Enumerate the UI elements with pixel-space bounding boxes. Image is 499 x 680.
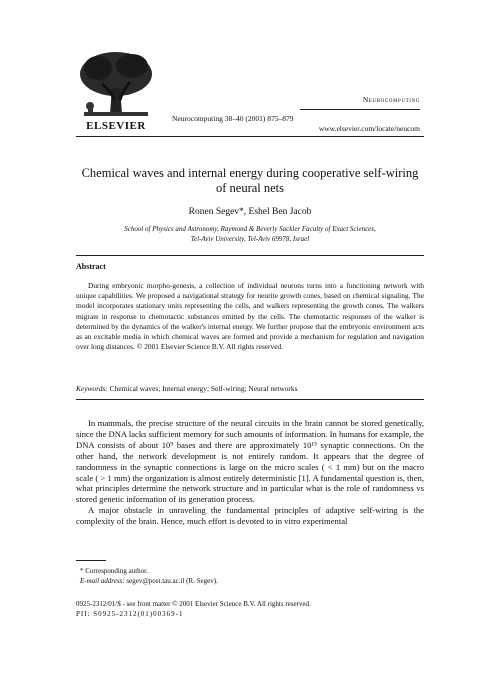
- keywords-list: Chemical waves; Internal energy; Self-wiring; Neural networks: [109, 384, 298, 393]
- body-paragraph: In mammals, the precise structure of the neural circuits in the brain cannot be stored genetically, since the DNA lacks sufficient memory for such amounts of information. In humans for example, the DNA consists of about 10⁹ bases and there are approximately 10¹⁵ synaptic connections. On the other hand, the network development is not entirely random. It appears that the degree of randomness in the synaptic connections is large on the micro scales ( < 1 mm) but on the macro scale ( > 1 mm) the organization is almost entirely deterministic [1]. A fundamental question is, then, what principles determine the network structure and in particular what is the role of randomness vs stored genetic information of its generation process.: [76, 418, 424, 505]
- divider: [300, 109, 420, 110]
- divider: [76, 136, 424, 137]
- abstract-heading: Abstract: [76, 262, 106, 271]
- author-affiliation: [76, 224, 424, 244]
- email-address: segev@post.tau.ac.il (R. Segev).: [126, 577, 218, 585]
- publisher-name: ELSEVIER: [86, 120, 146, 132]
- footnote-divider: [76, 560, 106, 561]
- abstract-text: During embryonic morpho-genesis, a collection of individual neurons turns into a functioning network with unique capabilities. We proposed a navigational strategy for neurite growth cones, based on chemical signaling. The model incorporates stationary units representing the cells, and walkers representing the growth cones. The walkers migrate in response to chemotactic substances emitted by the cells. The chemotactic responses of the walker is determined by the dynamics of the walker's internal energy. We further propose that the embryonic environment acts as an excitable media in which chemical waves are formed and provide a mechanism for regulation and navigation over long distances. © 2001 Elsevier Science B.V. All rights reserved.: [76, 281, 424, 352]
- pii-line: PII: S0925-2312(01)00369-1: [76, 610, 184, 618]
- email-note: [80, 577, 218, 585]
- journal-name: Neurocomputing: [362, 95, 420, 104]
- affiliation-line: Tel-Aviv University, Tel-Aviv 69978, Israel: [190, 235, 310, 243]
- journal-reference: Neurocomputing 38–40 (2001) 875–879: [172, 114, 294, 123]
- divider: [76, 255, 424, 256]
- divider: [76, 399, 424, 400]
- affiliation-line: School of Physics and Astronomy, Raymond & Beverly Sackler Faculty of Exact Sciences,: [124, 225, 376, 233]
- journal-url: www.elsevier.com/locate/neucom: [318, 124, 420, 133]
- article-title: Chemical waves and internal energy during cooperative self-wiring of neural nets: [81, 166, 419, 195]
- body-paragraph: A major obstacle in unraveling the fundamental principles of adaptive self-wiring is the complexity of the brain. Hence, much effort is devoted to in vitro experimental: [76, 505, 424, 527]
- keywords: [76, 384, 424, 393]
- email-label: E-mail address:: [80, 577, 125, 585]
- issn-line: 0925-2312/01/$ - see front matter © 2001 Elsevier Science B.V. All rights reserved.: [76, 600, 311, 608]
- corresponding-author-note: * Corresponding author.: [80, 567, 148, 575]
- body-text: [76, 418, 424, 527]
- article-authors: Ronen Segev*, Eshel Ben Jacob: [188, 207, 312, 217]
- keywords-label: Keywords:: [76, 384, 108, 393]
